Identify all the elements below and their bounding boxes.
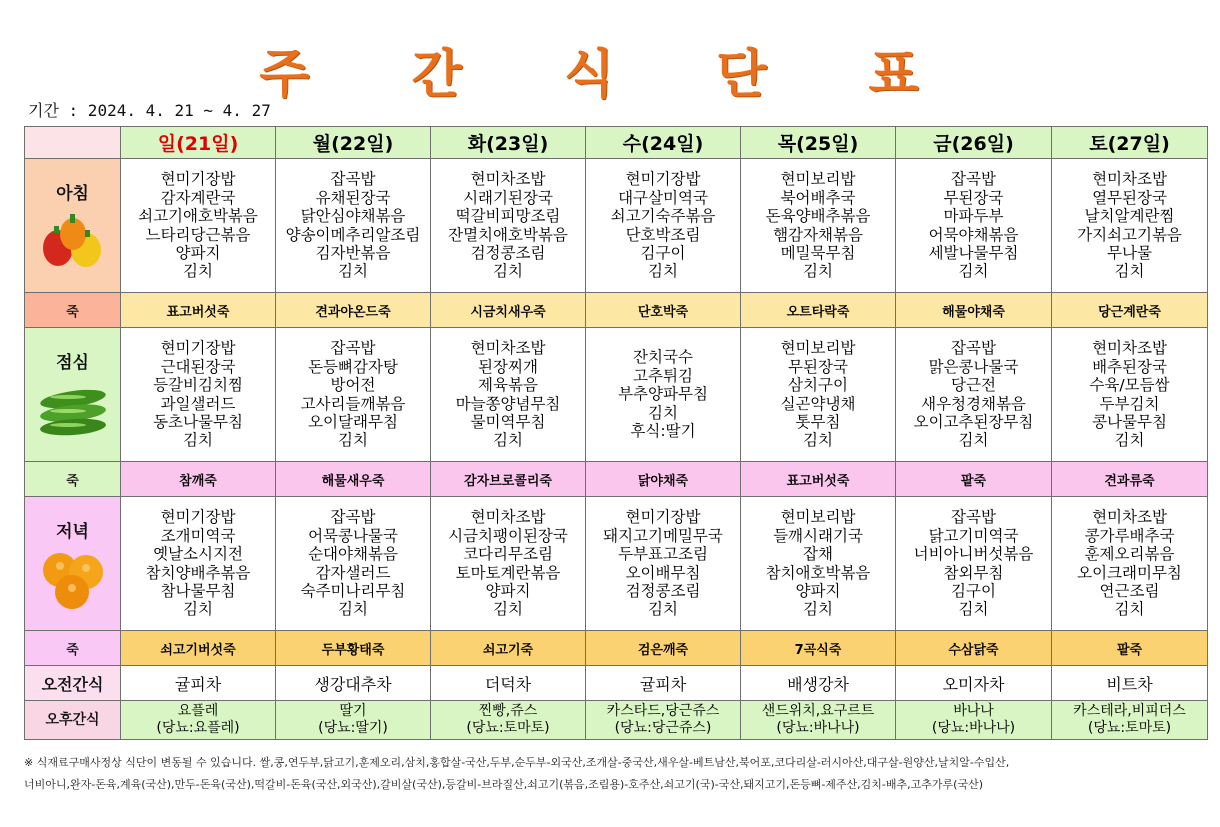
dish-item: 무나물 xyxy=(1107,243,1152,262)
dish-item: 참치애호박볶음 xyxy=(765,563,871,582)
dish-item: 고사리들깨볶음 xyxy=(300,394,406,413)
dish-item: 어묵야채볶음 xyxy=(928,225,1019,244)
dish-item: 현미기장밥 xyxy=(625,170,701,189)
lunch-row xyxy=(25,328,1208,462)
dish-item: 유채된장국 xyxy=(315,188,391,207)
footnote-line-2: 너비아니,완자-돈육,계육(국산),만두-돈육(국산),떡갈비-돈육(국산,외국산),갈비살(국산),등갈비-브라질산,쇠고기(볶음,조림용)-호주산,쇠고기(국)-국산,돼지고기,돈등뼈-제주산,김치-배추,고추가루(국산) xyxy=(24,778,983,791)
snack-item: 카스테라,비피더스 xyxy=(1073,703,1186,719)
dish-item: 수육/모듬쌈 xyxy=(1089,376,1170,395)
dish-item: 훈제오리볶음 xyxy=(1084,545,1175,564)
breakfast-cell xyxy=(586,159,741,293)
dish-item: 오이고추된장무침 xyxy=(913,412,1034,431)
dish-item: 세발나물무침 xyxy=(928,243,1019,262)
snack-item: 바나나 xyxy=(953,703,994,719)
dish-item: 햄감자채볶음 xyxy=(773,225,863,244)
dish-item: 방어전 xyxy=(330,376,376,395)
breakfast-cell xyxy=(1052,159,1208,293)
dish-item: 참외무침 xyxy=(943,563,1004,582)
dish-item: 김치 xyxy=(648,600,678,619)
dish-item: 김치 xyxy=(648,262,678,281)
dish-item: 김치 xyxy=(958,262,989,281)
dish-item: 마늘쫑양념무침 xyxy=(455,394,561,413)
day-header-tue: 화(23일) xyxy=(431,127,586,159)
porridge-cell: 감자브로콜리죽 xyxy=(431,462,586,497)
dish-item: 코다리무조림 xyxy=(463,545,553,564)
dish-item: 돈등뼈감자탕 xyxy=(308,357,398,376)
snack-pm-cell xyxy=(896,701,1052,740)
dish-item: 닭안심야채볶음 xyxy=(300,207,406,226)
dish-item: 제육볶음 xyxy=(478,376,538,395)
lunch-cell xyxy=(896,328,1052,462)
dish-item: 현미차조밥 xyxy=(1092,339,1167,358)
dish-item: 숙주미나리무침 xyxy=(300,581,406,600)
dish-item: 현미차조밥 xyxy=(470,170,546,189)
diabetic-alt: (당뇨:바나나) xyxy=(776,720,860,736)
porridge-cell: 오트타락죽 xyxy=(741,293,896,328)
dish-item: 조개미역국 xyxy=(160,526,236,545)
snack-pm-cell xyxy=(431,701,586,740)
dish-item: 두부표고조림 xyxy=(618,545,708,564)
diabetic-alt: (당뇨:토마토) xyxy=(1087,720,1172,736)
dish-item: 김치 xyxy=(183,431,213,450)
breakfast-cell xyxy=(431,159,586,293)
dish-item: 옛날소시지전 xyxy=(153,545,243,564)
dish-item: 쇠고기숙주볶음 xyxy=(610,207,716,226)
snack-am-cell: 귤피차 xyxy=(121,666,276,701)
dish-item: 현미차조밥 xyxy=(1092,508,1167,527)
dish-item: 잡곡밥 xyxy=(330,170,376,189)
dish-item: 김치 xyxy=(493,431,523,450)
porridge-cell: 참깨죽 xyxy=(121,462,276,497)
breakfast-row xyxy=(25,159,1208,293)
dish-item: 물미역무침 xyxy=(470,412,546,431)
dish-item: 톳무침 xyxy=(795,412,841,431)
dish-item: 대구살미역국 xyxy=(618,188,708,207)
dish-item: 과일샐러드 xyxy=(160,394,236,413)
dinner-label: 저녁 xyxy=(56,522,89,542)
snack-item: 카스타드,당근쥬스 xyxy=(606,703,720,719)
snack-am-cell: 생강대추차 xyxy=(276,666,431,701)
porridge-cell: 당근계란죽 xyxy=(1052,293,1208,328)
dish-item: 너비아니버섯볶음 xyxy=(913,545,1034,564)
dish-item: 부추양파무침 xyxy=(618,385,708,404)
snack-am-cell: 오미자차 xyxy=(896,666,1052,701)
dish-item: 김치 xyxy=(803,431,833,450)
porridge-cell: 검은깨죽 xyxy=(586,631,741,666)
diabetic-alt: (당뇨:바나나) xyxy=(931,720,1016,736)
dish-item: 양파지 xyxy=(485,581,531,600)
breakfast-cell xyxy=(741,159,896,293)
dinner-cell xyxy=(1052,497,1208,631)
dish-item: 감자샐러드 xyxy=(315,563,391,582)
porridge-label-1: 죽 xyxy=(25,293,121,328)
dish-item: 두부김치 xyxy=(1099,394,1160,413)
dish-item: 김구이 xyxy=(951,581,996,600)
dish-item: 잡곡밥 xyxy=(330,339,376,358)
dish-item: 시금치팽이된장국 xyxy=(448,526,568,545)
dish-item: 양파지 xyxy=(175,243,221,262)
dish-item: 김치 xyxy=(338,262,368,281)
dish-item: 토마토계란볶음 xyxy=(455,563,561,582)
snack-am-row xyxy=(25,666,1208,701)
dish-item: 현미기장밥 xyxy=(160,339,236,358)
dish-item: 등갈비김치찜 xyxy=(153,376,243,395)
page-title: 주 간 식 단 표 xyxy=(259,45,961,105)
footnote xyxy=(24,752,1214,796)
dish-item: 근대된장국 xyxy=(160,357,236,376)
diabetic-alt: (당뇨:토마토) xyxy=(466,720,550,736)
dinner-cell xyxy=(431,497,586,631)
dinner-cell xyxy=(276,497,431,631)
dish-item: 무된장국 xyxy=(943,188,1004,207)
dish-item: 참치양배추볶음 xyxy=(145,563,251,582)
dish-item: 고추튀김 xyxy=(633,366,693,385)
dish-item: 현미보리밥 xyxy=(780,339,856,358)
dish-item: 현미기장밥 xyxy=(160,508,236,527)
dish-item: 잡곡밥 xyxy=(951,339,996,358)
dish-item: 단호박조림 xyxy=(625,225,701,244)
dish-item: 잡채 xyxy=(803,545,833,564)
dish-item: 김치 xyxy=(338,600,368,619)
snack-pm-cell xyxy=(1052,701,1208,740)
dish-item: 검정콩조림 xyxy=(470,243,546,262)
menu-period: 기간 : 2024. 4. 21 ~ 4. 27 xyxy=(28,101,271,120)
dish-item: 잡곡밥 xyxy=(951,508,996,527)
porridge-cell: 두부황태죽 xyxy=(276,631,431,666)
dish-item: 현미보리밥 xyxy=(780,170,856,189)
diabetic-alt: (당뇨:딸기) xyxy=(318,720,388,736)
dish-item: 김치 xyxy=(1114,431,1145,450)
dish-item: 순대야채볶음 xyxy=(308,545,398,564)
dinner-cell xyxy=(121,497,276,631)
corner-cell xyxy=(25,127,121,159)
lunch-cell xyxy=(276,328,431,462)
dish-item: 오이크래미무침 xyxy=(1077,563,1182,582)
porridge-cell: 쇠고기죽 xyxy=(431,631,586,666)
dish-item: 김치 xyxy=(338,431,368,450)
diabetic-alt: (당뇨:요플레) xyxy=(156,720,240,736)
dish-item: 콩가루배추국 xyxy=(1084,526,1175,545)
dish-item: 오이배무침 xyxy=(625,563,701,582)
porridge-cell: 견과류죽 xyxy=(1052,462,1208,497)
cucumber-icon xyxy=(38,379,108,441)
porridge-cell: 해물새우죽 xyxy=(276,462,431,497)
dish-item: 참나물무침 xyxy=(160,581,236,600)
dish-item: 떡갈비피망조림 xyxy=(455,207,561,226)
porridge-cell: 수삼닭죽 xyxy=(896,631,1052,666)
dish-item: 김치 xyxy=(803,600,833,619)
dish-item: 양송이메추리알조림 xyxy=(285,225,421,244)
dinner-cell xyxy=(741,497,896,631)
dish-item: 잡곡밥 xyxy=(330,508,376,527)
porridge-row-3 xyxy=(25,631,1208,666)
dish-item: 열무된장국 xyxy=(1092,188,1167,207)
dish-item: 김치 xyxy=(493,600,523,619)
dinner-row xyxy=(25,497,1208,631)
porridge-cell: 7곡식죽 xyxy=(741,631,896,666)
snack-pm-cell xyxy=(586,701,741,740)
dish-item: 현미기장밥 xyxy=(160,170,236,189)
dinner-label-cell xyxy=(25,497,121,631)
dish-item: 들깨시래기국 xyxy=(773,526,863,545)
dish-item: 실곤약냉채 xyxy=(780,394,856,413)
porridge-cell: 시금치새우죽 xyxy=(431,293,586,328)
dish-item: 마파두부 xyxy=(943,207,1004,226)
dish-item: 후식:딸기 xyxy=(630,422,696,441)
dinner-cell xyxy=(896,497,1052,631)
footnote-line-1: ※ 식재료구매사정상 식단이 변동될 수 있습니다. 쌀,콩,연두부,닭고기,훈제오리,삼치,홍합살-국산,두부,순두부-외국산,조개살-중국산,새우살-베트남산,북어포,코다리살-러시아산,대구살-원양산,날치알-수입산, xyxy=(24,756,1010,769)
dish-item: 연근조림 xyxy=(1099,581,1160,600)
dish-item: 김치 xyxy=(1114,262,1145,281)
snack-pm-cell xyxy=(121,701,276,740)
dish-item: 잔치국수 xyxy=(633,348,693,367)
day-header-fri: 금(26일) xyxy=(896,127,1052,159)
porridge-cell: 해물야채죽 xyxy=(896,293,1052,328)
snack-am-cell: 귤피차 xyxy=(586,666,741,701)
dish-item: 북어배추국 xyxy=(780,188,856,207)
dish-item: 현미차조밥 xyxy=(470,508,546,527)
dish-item: 김치 xyxy=(958,600,989,619)
day-header-row xyxy=(25,127,1208,159)
lunch-label: 점심 xyxy=(56,353,89,373)
dish-item: 돼지고기메밀무국 xyxy=(603,526,723,545)
dish-item: 무된장국 xyxy=(788,357,848,376)
porridge-row-1 xyxy=(25,293,1208,328)
dish-item: 현미차조밥 xyxy=(1092,170,1167,189)
breakfast-cell xyxy=(121,159,276,293)
dish-item: 동초나물무침 xyxy=(153,412,243,431)
dish-item: 배추된장국 xyxy=(1092,357,1167,376)
day-header-sat: 토(27일) xyxy=(1052,127,1208,159)
dish-item: 삼치구이 xyxy=(788,376,848,395)
dish-item: 당근전 xyxy=(951,376,996,395)
dish-item: 잔멸치애호박볶음 xyxy=(448,225,568,244)
porridge-cell: 견과야온드죽 xyxy=(276,293,431,328)
dish-item: 잡곡밥 xyxy=(951,170,996,189)
dish-item: 김자반볶음 xyxy=(315,243,391,262)
lunch-label-cell xyxy=(25,328,121,462)
breakfast-label-cell xyxy=(25,159,121,293)
porridge-cell: 팥죽 xyxy=(896,462,1052,497)
weekly-menu-table xyxy=(24,126,1208,740)
porridge-cell: 단호박죽 xyxy=(586,293,741,328)
porridge-cell: 쇠고기버섯죽 xyxy=(121,631,276,666)
day-header-wed: 수(24일) xyxy=(586,127,741,159)
diabetic-alt: (당뇨:당근쥬스) xyxy=(614,720,712,736)
dish-item: 김치 xyxy=(803,262,833,281)
porridge-cell: 팥죽 xyxy=(1052,631,1208,666)
snack-item: 요플레 xyxy=(177,703,219,719)
snack-am-cell: 더덕차 xyxy=(431,666,586,701)
dish-item: 현미보리밥 xyxy=(780,508,856,527)
snack-pm-cell xyxy=(741,701,896,740)
porridge-label-3: 죽 xyxy=(25,631,121,666)
dish-item: 시래기된장국 xyxy=(463,188,553,207)
dish-item: 어묵콩나물국 xyxy=(308,526,398,545)
dish-item: 느타리당근볶음 xyxy=(145,225,251,244)
dish-item: 검정콩조림 xyxy=(625,581,701,600)
dish-item: 맑은콩나물국 xyxy=(928,357,1019,376)
porridge-cell: 표고버섯죽 xyxy=(121,293,276,328)
orange-icon xyxy=(38,548,108,610)
porridge-cell: 표고버섯죽 xyxy=(741,462,896,497)
dish-item: 메밀묵무침 xyxy=(780,243,856,262)
porridge-row-2 xyxy=(25,462,1208,497)
dish-item: 김치 xyxy=(1114,600,1145,619)
snack-am-cell: 비트차 xyxy=(1052,666,1208,701)
porridge-label-2: 죽 xyxy=(25,462,121,497)
snack-item: 샌드위치,요구르트 xyxy=(761,703,875,719)
lunch-cell xyxy=(121,328,276,462)
dish-item: 된장찌개 xyxy=(478,357,538,376)
breakfast-cell xyxy=(276,159,431,293)
dish-item: 양파지 xyxy=(795,581,841,600)
day-header-sun: 일(21일) xyxy=(121,127,276,159)
breakfast-cell xyxy=(896,159,1052,293)
dish-item: 닭고기미역국 xyxy=(928,526,1019,545)
dish-item: 김치 xyxy=(183,262,213,281)
dish-item: 날치알계란찜 xyxy=(1084,207,1175,226)
breakfast-label: 아침 xyxy=(56,184,89,204)
lunch-cell xyxy=(1052,328,1208,462)
dish-item: 김구이 xyxy=(640,243,686,262)
dish-item: 김치 xyxy=(183,600,213,619)
dish-item: 가지쇠고기볶음 xyxy=(1077,225,1182,244)
day-header-thu: 목(25일) xyxy=(741,127,896,159)
dinner-cell xyxy=(586,497,741,631)
day-header-mon: 월(22일) xyxy=(276,127,431,159)
snack-item: 딸기 xyxy=(339,703,367,719)
lunch-cell xyxy=(431,328,586,462)
dish-item: 김치 xyxy=(958,431,989,450)
snack-item: 찐빵,쥬스 xyxy=(478,703,538,719)
porridge-cell: 닭야채죽 xyxy=(586,462,741,497)
dish-item: 김치 xyxy=(493,262,523,281)
dish-item: 감자계란국 xyxy=(160,188,236,207)
lunch-cell xyxy=(586,328,741,462)
snack-am-cell: 배생강차 xyxy=(741,666,896,701)
lunch-cell xyxy=(741,328,896,462)
dish-item: 돈육양배추볶음 xyxy=(765,207,871,226)
dish-item: 김치 xyxy=(648,403,678,422)
dish-item: 새우청경채볶음 xyxy=(921,394,1026,413)
snack-pm-label: 오후간식 xyxy=(25,701,121,740)
snack-pm-row xyxy=(25,701,1208,740)
dish-item: 쇠고기애호박볶음 xyxy=(138,207,258,226)
snack-am-label: 오전간식 xyxy=(25,666,121,701)
dish-item: 콩나물무침 xyxy=(1092,412,1167,431)
dish-item: 현미차조밥 xyxy=(470,339,546,358)
snack-pm-cell xyxy=(276,701,431,740)
pepper-icon xyxy=(38,210,108,272)
dish-item: 현미기장밥 xyxy=(625,508,701,527)
dish-item: 오이달래무침 xyxy=(308,412,398,431)
